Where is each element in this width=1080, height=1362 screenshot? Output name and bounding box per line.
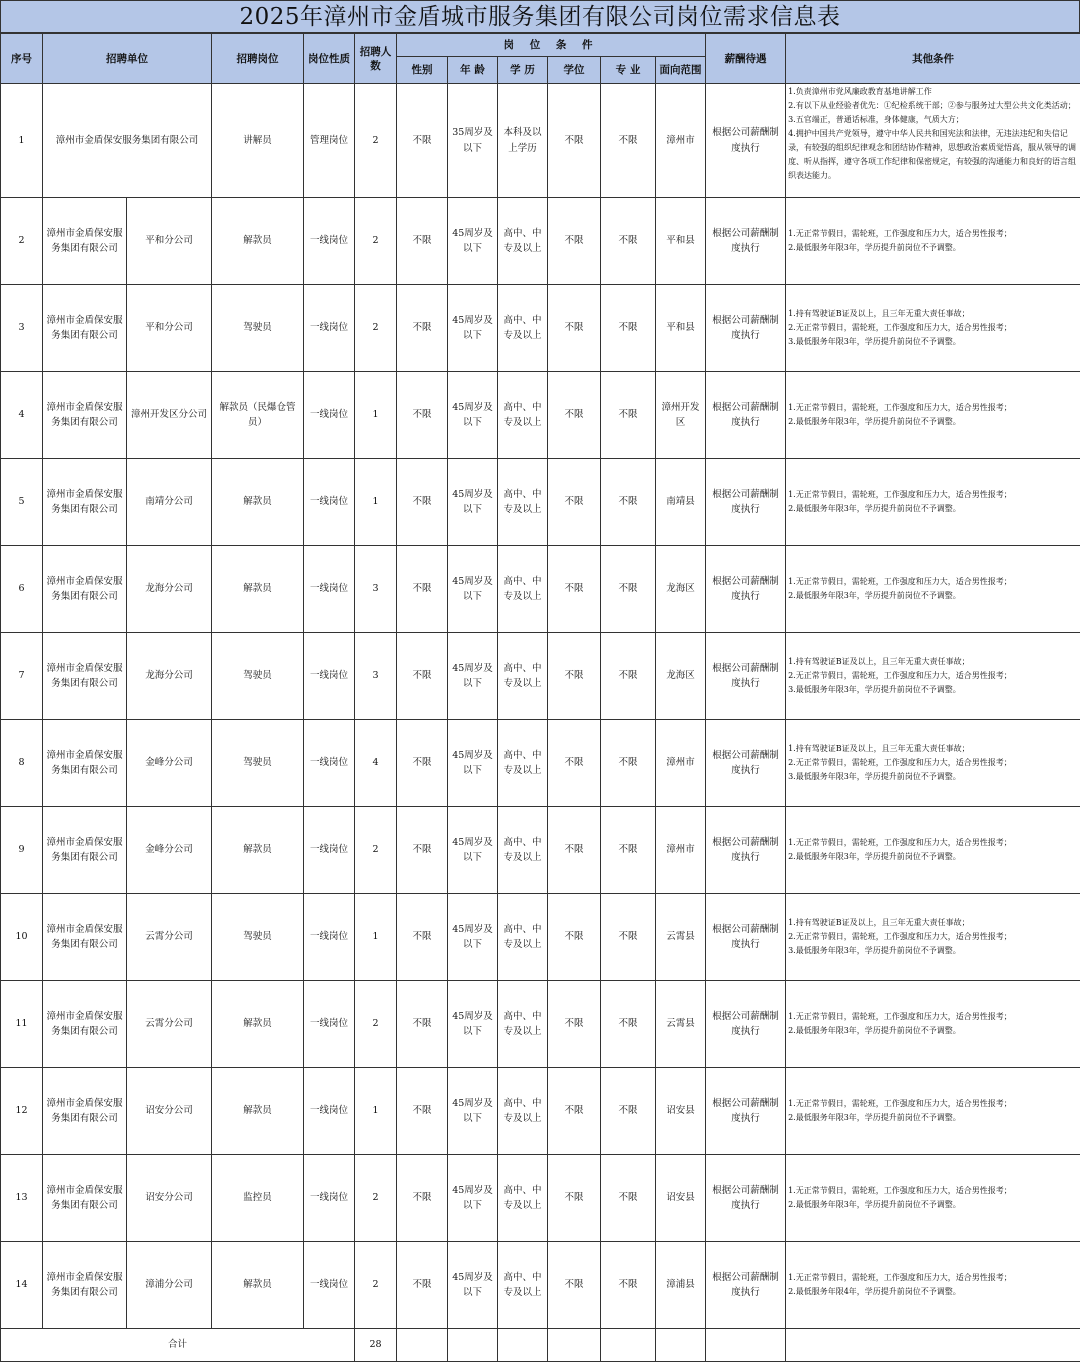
cell-other: 1.无正常节假日，需轮班，工作强度和压力大，适合男性报考； 2.最低服务年限3年，学历提升前岗位不予调整。 (786, 459, 1080, 546)
cell-count: 4 (355, 720, 397, 807)
cell-age: 45周岁及以下 (448, 807, 498, 894)
cell-count: 2 (355, 1242, 397, 1329)
table-row (1, 1155, 1080, 1242)
cell-salary: 根据公司薪酬制度执行 (706, 372, 786, 459)
cell-branch: 云霄分公司 (127, 981, 212, 1068)
cell-other: 1.无正常节假日，需轮班，工作强度和压力大，适合男性报考； 2.最低服务年限3年，学历提升前岗位不予调整。 (786, 372, 1080, 459)
cell-age: 45周岁及以下 (448, 1242, 498, 1329)
cell-seq: 11 (1, 981, 43, 1068)
cell-branch: 龙海分公司 (127, 633, 212, 720)
cell-other: 1.无正常节假日，需轮班，工作强度和压力大，适合男性报考； 2.最低服务年限4年，学历提升前岗位不予调整。 (786, 1242, 1080, 1329)
cell-education: 高中、中专及以上 (498, 1068, 548, 1155)
cell-count: 3 (355, 546, 397, 633)
cell-education: 高中、中专及以上 (498, 1242, 548, 1329)
cell-gender: 不限 (397, 981, 448, 1068)
cell-degree: 不限 (548, 981, 601, 1068)
cell-nature: 一线岗位 (304, 720, 355, 807)
cell-other: 1.负责漳州市党风廉政教育基地讲解工作 2.有以下从业经验者优先：①纪检系统干部；②参与服务过大型公共文化类活动； 3.五官端正，普通话标准，身体健康，气质大方； 4.拥护中国共产党领导，遵守中华人民共和国宪法和法律，无违法违纪和失信记录，有较强的组织纪律观念和团结协作精神，思想政治素质觉悟高，服从领导的调度、听从指挥，遵守各项工作纪律和保密规定，有较强的沟通能力和良好的语言组织表达能力。 (786, 84, 1080, 198)
cell-other: 1.无正常节假日，需轮班，工作强度和压力大，适合男性报考； 2.最低服务年限3年，学历提升前岗位不予调整。 (786, 981, 1080, 1068)
cell-unit: 漳州市金盾保安服务集团有限公司 (43, 807, 127, 894)
total-empty-cell (786, 1329, 1080, 1362)
cell-seq: 13 (1, 1155, 43, 1242)
table-row (1, 285, 1080, 372)
cell-seq: 12 (1, 1068, 43, 1155)
cell-age: 45周岁及以下 (448, 459, 498, 546)
cell-education: 高中、中专及以上 (498, 981, 548, 1068)
cell-unit: 漳州市金盾保安服务集团有限公司 (43, 546, 127, 633)
cell-major: 不限 (601, 1242, 656, 1329)
cell-branch: 平和分公司 (127, 285, 212, 372)
cell-nature: 一线岗位 (304, 1068, 355, 1155)
cell-branch: 金峰分公司 (127, 720, 212, 807)
table-body (1, 84, 1080, 1362)
cell-education: 本科及以上学历 (498, 84, 548, 198)
cell-position: 驾驶员 (212, 633, 304, 720)
cell-education: 高中、中专及以上 (498, 1155, 548, 1242)
cell-major: 不限 (601, 198, 656, 285)
cell-degree: 不限 (548, 807, 601, 894)
cell-education: 高中、中专及以上 (498, 807, 548, 894)
cell-nature: 一线岗位 (304, 1155, 355, 1242)
total-count: 28 (355, 1329, 397, 1362)
cell-nature: 一线岗位 (304, 894, 355, 981)
cell-degree: 不限 (548, 459, 601, 546)
header-education: 学 历 (498, 57, 548, 84)
cell-seq: 10 (1, 894, 43, 981)
cell-gender: 不限 (397, 633, 448, 720)
cell-salary: 根据公司薪酬制度执行 (706, 285, 786, 372)
cell-scope: 漳州市 (656, 807, 706, 894)
cell-salary: 根据公司薪酬制度执行 (706, 807, 786, 894)
cell-major: 不限 (601, 459, 656, 546)
cell-age: 45周岁及以下 (448, 1068, 498, 1155)
cell-nature: 一线岗位 (304, 372, 355, 459)
cell-branch: 诏安分公司 (127, 1068, 212, 1155)
cell-branch: 漳州开发区分公司 (127, 372, 212, 459)
cell-scope: 平和县 (656, 285, 706, 372)
cell-major: 不限 (601, 633, 656, 720)
cell-position: 解款员 (212, 198, 304, 285)
recruitment-table (0, 33, 1080, 1362)
cell-age: 35周岁及以下 (448, 84, 498, 198)
header-gender: 性别 (397, 57, 448, 84)
cell-nature: 一线岗位 (304, 807, 355, 894)
cell-unit: 漳州市金盾保安服务集团有限公司 (43, 894, 127, 981)
cell-degree: 不限 (548, 84, 601, 198)
cell-position: 解款员 (212, 1068, 304, 1155)
cell-unit: 漳州市金盾保安服务集团有限公司 (43, 981, 127, 1068)
cell-position: 解款员 (212, 1242, 304, 1329)
cell-unit: 漳州市金盾保安服务集团有限公司 (43, 633, 127, 720)
cell-seq: 2 (1, 198, 43, 285)
header-major: 专 业 (601, 57, 656, 84)
cell-unit: 漳州市金盾保安服务集团有限公司 (43, 372, 127, 459)
total-empty-cell (601, 1329, 656, 1362)
total-empty-cell (656, 1329, 706, 1362)
cell-count: 3 (355, 633, 397, 720)
cell-age: 45周岁及以下 (448, 372, 498, 459)
cell-other: 1.持有驾驶证B证及以上，且三年无重大责任事故； 2.无正常节假日，需轮班，工作强度和压力大，适合男性报考； 3.最低服务年限3年，学历提升前岗位不予调整。 (786, 720, 1080, 807)
cell-count: 1 (355, 1068, 397, 1155)
cell-position: 解款员（民爆仓管员） (212, 372, 304, 459)
total-empty-cell (397, 1329, 448, 1362)
table-row (1, 720, 1080, 807)
cell-count: 2 (355, 807, 397, 894)
cell-degree: 不限 (548, 633, 601, 720)
cell-major: 不限 (601, 546, 656, 633)
cell-count: 1 (355, 894, 397, 981)
cell-gender: 不限 (397, 1155, 448, 1242)
cell-gender: 不限 (397, 285, 448, 372)
cell-other: 1.持有驾驶证B证及以上，且三年无重大责任事故； 2.无正常节假日，需轮班，工作强度和压力大，适合男性报考； 3.最低服务年限3年，学历提升前岗位不予调整。 (786, 285, 1080, 372)
cell-count: 1 (355, 459, 397, 546)
cell-age: 45周岁及以下 (448, 198, 498, 285)
cell-major: 不限 (601, 372, 656, 459)
cell-other: 1.无正常节假日，需轮班，工作强度和压力大，适合男性报考； 2.最低服务年限3年，学历提升前岗位不予调整。 (786, 198, 1080, 285)
cell-scope: 诏安县 (656, 1068, 706, 1155)
cell-branch: 云霄分公司 (127, 894, 212, 981)
cell-count: 2 (355, 198, 397, 285)
cell-major: 不限 (601, 807, 656, 894)
cell-branch: 龙海分公司 (127, 546, 212, 633)
cell-degree: 不限 (548, 285, 601, 372)
cell-major: 不限 (601, 285, 656, 372)
cell-gender: 不限 (397, 84, 448, 198)
cell-major: 不限 (601, 894, 656, 981)
cell-scope: 平和县 (656, 198, 706, 285)
cell-salary: 根据公司薪酬制度执行 (706, 720, 786, 807)
cell-degree: 不限 (548, 894, 601, 981)
cell-salary: 根据公司薪酬制度执行 (706, 546, 786, 633)
cell-degree: 不限 (548, 1068, 601, 1155)
cell-salary: 根据公司薪酬制度执行 (706, 1155, 786, 1242)
table-row (1, 546, 1080, 633)
cell-position: 解款员 (212, 981, 304, 1068)
cell-major: 不限 (601, 981, 656, 1068)
table-row (1, 633, 1080, 720)
cell-education: 高中、中专及以上 (498, 894, 548, 981)
cell-salary: 根据公司薪酬制度执行 (706, 981, 786, 1068)
cell-other: 1.持有驾驶证B证及以上，且三年无重大责任事故； 2.无正常节假日，需轮班，工作强度和压力大，适合男性报考； 3.最低服务年限3年，学历提升前岗位不予调整。 (786, 633, 1080, 720)
cell-branch: 漳浦分公司 (127, 1242, 212, 1329)
cell-nature: 一线岗位 (304, 546, 355, 633)
total-row (1, 1329, 1080, 1362)
cell-gender: 不限 (397, 372, 448, 459)
table-row (1, 372, 1080, 459)
cell-major: 不限 (601, 1068, 656, 1155)
cell-unit: 漳州市金盾保安服务集团有限公司 (43, 198, 127, 285)
cell-position: 解款员 (212, 546, 304, 633)
cell-scope: 云霄县 (656, 894, 706, 981)
cell-count: 2 (355, 1155, 397, 1242)
table-row (1, 807, 1080, 894)
cell-degree: 不限 (548, 1155, 601, 1242)
cell-degree: 不限 (548, 546, 601, 633)
cell-seq: 5 (1, 459, 43, 546)
table-row (1, 198, 1080, 285)
cell-other: 1.持有驾驶证B证及以上，且三年无重大责任事故； 2.无正常节假日，需轮班，工作强度和压力大，适合男性报考； 3.最低服务年限3年，学历提升前岗位不予调整。 (786, 894, 1080, 981)
cell-seq: 1 (1, 84, 43, 198)
cell-unit: 漳州市金盾保安服务集团有限公司 (43, 1155, 127, 1242)
cell-education: 高中、中专及以上 (498, 198, 548, 285)
page-title: 2025年漳州市金盾城市服务集团有限公司岗位需求信息表 (0, 0, 1080, 33)
cell-position: 解款员 (212, 459, 304, 546)
table-row (1, 981, 1080, 1068)
table-row (1, 894, 1080, 981)
header-position: 招聘岗位 (212, 34, 304, 84)
cell-age: 45周岁及以下 (448, 894, 498, 981)
cell-degree: 不限 (548, 720, 601, 807)
cell-education: 高中、中专及以上 (498, 372, 548, 459)
cell-position: 解款员 (212, 807, 304, 894)
cell-gender: 不限 (397, 459, 448, 546)
cell-unit: 漳州市金盾保安服务集团有限公司 (43, 84, 212, 198)
cell-branch: 平和分公司 (127, 198, 212, 285)
cell-scope: 漳州市 (656, 84, 706, 198)
cell-salary: 根据公司薪酬制度执行 (706, 633, 786, 720)
header-conditions: 岗 位 条 件 (397, 34, 706, 57)
cell-gender: 不限 (397, 198, 448, 285)
cell-education: 高中、中专及以上 (498, 459, 548, 546)
total-empty-cell (448, 1329, 498, 1362)
cell-nature: 一线岗位 (304, 981, 355, 1068)
table-row (1, 1068, 1080, 1155)
cell-salary: 根据公司薪酬制度执行 (706, 894, 786, 981)
cell-age: 45周岁及以下 (448, 1155, 498, 1242)
cell-education: 高中、中专及以上 (498, 285, 548, 372)
cell-other: 1.无正常节假日，需轮班，工作强度和压力大，适合男性报考； 2.最低服务年限3年，学历提升前岗位不予调整。 (786, 807, 1080, 894)
cell-scope: 漳浦县 (656, 1242, 706, 1329)
cell-gender: 不限 (397, 720, 448, 807)
cell-count: 2 (355, 285, 397, 372)
cell-unit: 漳州市金盾保安服务集团有限公司 (43, 720, 127, 807)
header-age: 年 龄 (448, 57, 498, 84)
cell-unit: 漳州市金盾保安服务集团有限公司 (43, 459, 127, 546)
cell-education: 高中、中专及以上 (498, 546, 548, 633)
cell-branch: 诏安分公司 (127, 1155, 212, 1242)
cell-count: 1 (355, 372, 397, 459)
cell-degree: 不限 (548, 198, 601, 285)
cell-salary: 根据公司薪酬制度执行 (706, 1242, 786, 1329)
total-label: 合计 (1, 1329, 355, 1362)
cell-seq: 6 (1, 546, 43, 633)
header-nature: 岗位性质 (304, 34, 355, 84)
table-row (1, 1242, 1080, 1329)
cell-position: 驾驶员 (212, 720, 304, 807)
cell-scope: 龙海区 (656, 546, 706, 633)
cell-nature: 管理岗位 (304, 84, 355, 198)
cell-degree: 不限 (548, 372, 601, 459)
header-seq: 序号 (1, 34, 43, 84)
cell-gender: 不限 (397, 1068, 448, 1155)
cell-seq: 14 (1, 1242, 43, 1329)
cell-education: 高中、中专及以上 (498, 720, 548, 807)
cell-age: 45周岁及以下 (448, 633, 498, 720)
cell-position: 监控员 (212, 1155, 304, 1242)
cell-other: 1.无正常节假日，需轮班，工作强度和压力大，适合男性报考； 2.最低服务年限3年，学历提升前岗位不予调整。 (786, 1155, 1080, 1242)
cell-seq: 3 (1, 285, 43, 372)
cell-unit: 漳州市金盾保安服务集团有限公司 (43, 1242, 127, 1329)
cell-nature: 一线岗位 (304, 1242, 355, 1329)
cell-degree: 不限 (548, 1242, 601, 1329)
header-unit: 招聘单位 (43, 34, 212, 84)
cell-branch: 金峰分公司 (127, 807, 212, 894)
cell-position: 驾驶员 (212, 894, 304, 981)
cell-scope: 漳州市 (656, 720, 706, 807)
cell-seq: 4 (1, 372, 43, 459)
header-salary: 薪酬待遇 (706, 34, 786, 84)
cell-education: 高中、中专及以上 (498, 633, 548, 720)
cell-salary: 根据公司薪酬制度执行 (706, 459, 786, 546)
cell-nature: 一线岗位 (304, 285, 355, 372)
cell-age: 45周岁及以下 (448, 981, 498, 1068)
cell-other: 1.无正常节假日，需轮班，工作强度和压力大，适合男性报考； 2.最低服务年限3年，学历提升前岗位不予调整。 (786, 1068, 1080, 1155)
cell-position: 驾驶员 (212, 285, 304, 372)
total-empty-cell (498, 1329, 548, 1362)
header-count: 招聘人数 (355, 34, 397, 84)
cell-count: 2 (355, 84, 397, 198)
cell-nature: 一线岗位 (304, 459, 355, 546)
header-degree: 学位 (548, 57, 601, 84)
cell-nature: 一线岗位 (304, 198, 355, 285)
table-row (1, 84, 1080, 198)
cell-scope: 漳州开发区 (656, 372, 706, 459)
cell-scope: 诏安县 (656, 1155, 706, 1242)
cell-count: 2 (355, 981, 397, 1068)
cell-gender: 不限 (397, 894, 448, 981)
cell-seq: 7 (1, 633, 43, 720)
total-empty-cell (706, 1329, 786, 1362)
cell-gender: 不限 (397, 1242, 448, 1329)
cell-nature: 一线岗位 (304, 633, 355, 720)
cell-gender: 不限 (397, 546, 448, 633)
cell-age: 45周岁及以下 (448, 546, 498, 633)
cell-major: 不限 (601, 720, 656, 807)
cell-scope: 云霄县 (656, 981, 706, 1068)
header-other: 其他条件 (786, 34, 1080, 84)
header-scope: 面向范围 (656, 57, 706, 84)
cell-unit: 漳州市金盾保安服务集团有限公司 (43, 1068, 127, 1155)
cell-seq: 8 (1, 720, 43, 807)
cell-position: 讲解员 (212, 84, 304, 198)
cell-other: 1.无正常节假日，需轮班，工作强度和压力大，适合男性报考； 2.最低服务年限3年，学历提升前岗位不予调整。 (786, 546, 1080, 633)
cell-salary: 根据公司薪酬制度执行 (706, 198, 786, 285)
cell-seq: 9 (1, 807, 43, 894)
total-empty-cell (548, 1329, 601, 1362)
cell-gender: 不限 (397, 807, 448, 894)
cell-salary: 根据公司薪酬制度执行 (706, 84, 786, 198)
cell-scope: 龙海区 (656, 633, 706, 720)
table-row (1, 459, 1080, 546)
cell-unit: 漳州市金盾保安服务集团有限公司 (43, 285, 127, 372)
cell-major: 不限 (601, 1155, 656, 1242)
cell-age: 45周岁及以下 (448, 285, 498, 372)
cell-branch: 南靖分公司 (127, 459, 212, 546)
cell-salary: 根据公司薪酬制度执行 (706, 1068, 786, 1155)
cell-major: 不限 (601, 84, 656, 198)
cell-scope: 南靖县 (656, 459, 706, 546)
cell-age: 45周岁及以下 (448, 720, 498, 807)
